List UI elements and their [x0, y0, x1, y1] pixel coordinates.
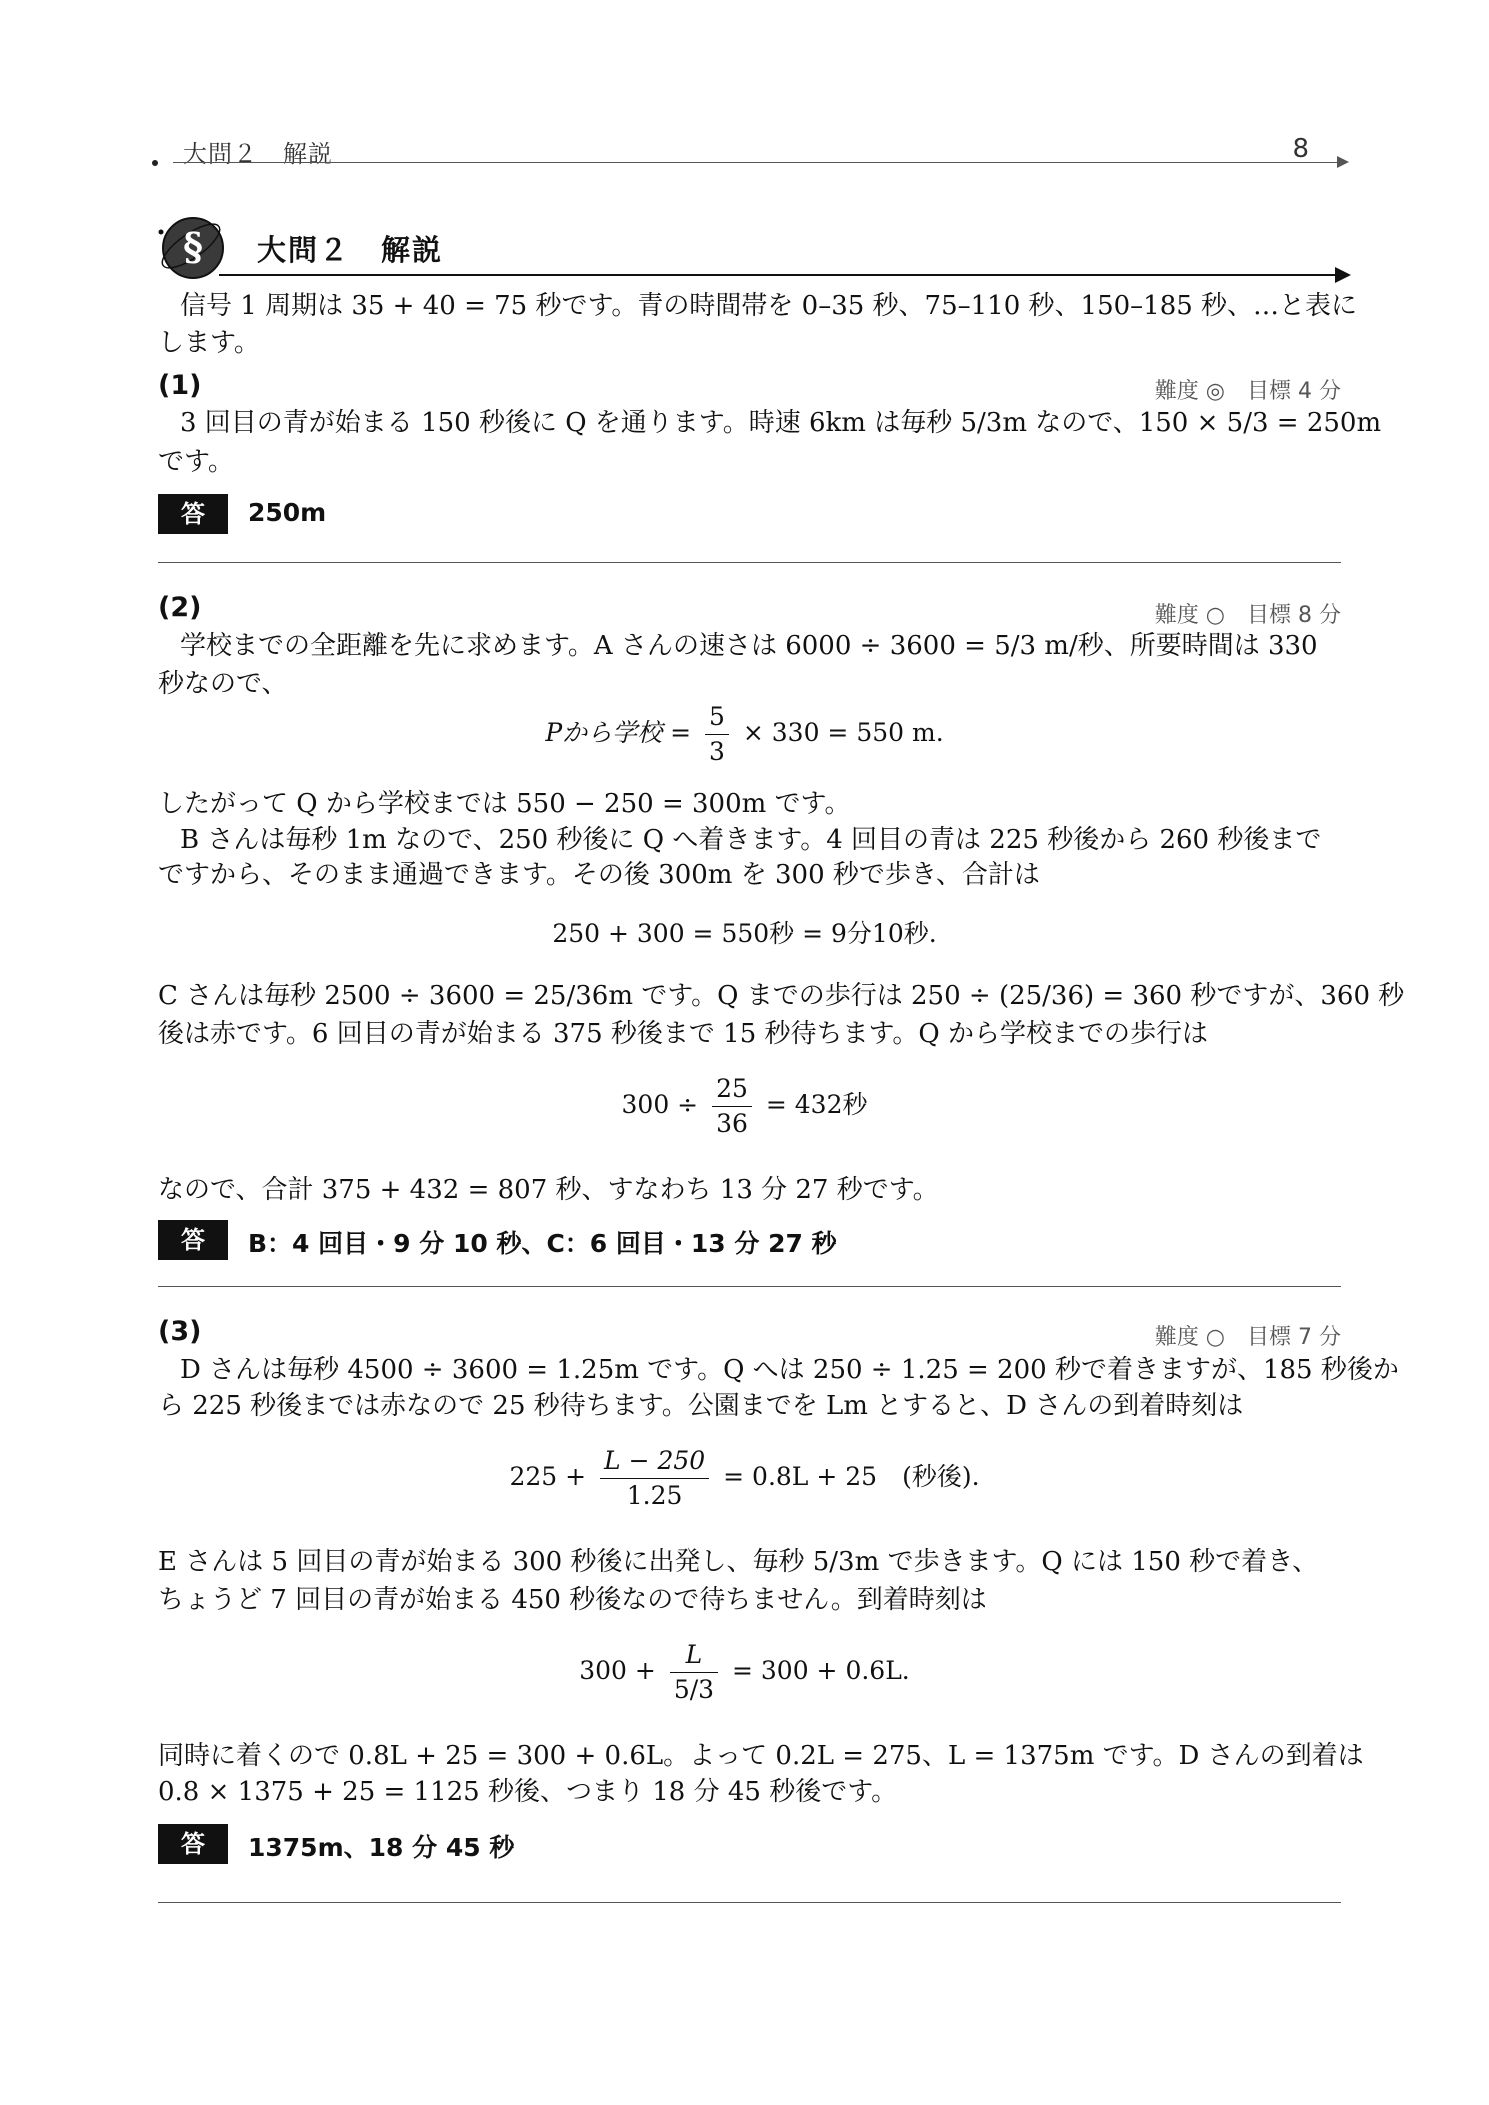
eq-lhs: 225 +: [509, 1462, 587, 1491]
section-rule: [219, 274, 1341, 276]
q2-line-7: 後は赤です。6 回目の青が始まる 375 秒後まで 15 秒待ちます。Q から学校までの歩行は: [158, 1019, 1208, 1049]
q2-difficulty: 難度 ○ 目標 8 分: [1154, 603, 1341, 628]
q2-line-2: 秒なので、: [158, 669, 288, 699]
intro-line-2: します。: [158, 328, 260, 358]
header-title: 大問２ 解説: [183, 140, 333, 168]
q3-line-2: ら 225 秒後までは赤なので 25 秒待ちます。公園までを Lm とすると、D さんの到着時刻は: [158, 1391, 1244, 1421]
section-logo-icon: [155, 210, 227, 282]
q2-line-6: C さんは毎秒 2500 ÷ 3600 = 25/36m です。Q までの歩行は 250 ÷ (25/36) = 360 秒ですが、360 秒: [158, 981, 1405, 1011]
eq-rhs: = 300 + 0.6L.: [732, 1656, 910, 1685]
eq-numerator: L − 250: [600, 1444, 709, 1479]
q3-line-4: ちょうど 7 回目の青が始まる 450 秒後なので待ちません。到着時刻は: [158, 1585, 987, 1615]
eq-rhs: × 330 = 550 m.: [742, 718, 944, 747]
svg-text:§: §: [183, 224, 203, 269]
eq-denominator: 3: [709, 737, 725, 766]
q2-label: (2): [158, 592, 202, 623]
header-arrow: [1337, 156, 1349, 168]
answer-badge: 答: [158, 1824, 228, 1864]
eq-lhs: Pから学校 =: [545, 718, 692, 747]
q3-label: (3): [158, 1316, 202, 1347]
eq-fraction: [705, 700, 729, 769]
running-header: [155, 134, 1341, 168]
header-rule: [173, 162, 1341, 163]
q3-equation-2: [0, 1638, 1489, 1707]
q3-line-5: 同時に着くので 0.8L + 25 = 300 + 0.6L。よって 0.2L = 275、L = 1375m です。D さんの到着は: [158, 1741, 1364, 1771]
eq-numerator: 25: [712, 1072, 752, 1107]
section-title: 大問２ 解説: [257, 233, 444, 267]
q1-line-1: 3 回目の青が始まる 150 秒後に Q を通ります。時速 6km は毎秒 5/3m なので、150 × 5/3 = 250m: [180, 408, 1382, 438]
eq-denominator: 36: [716, 1109, 748, 1138]
q2-line-1: 学校までの全距離を先に求めます。A さんの速さは 6000 ÷ 3600 = 5/3 m/秒、所要時間は 330: [180, 631, 1318, 661]
q3-line-6: 0.8 × 1375 + 25 = 1125 秒後、つまり 18 分 45 秒後です。: [158, 1777, 898, 1807]
answer-text: 250m: [248, 498, 327, 527]
eq-rhs: = 0.8L + 25 (秒後).: [723, 1462, 980, 1491]
q1-difficulty: 難度 ◎ 目標 4 分: [1154, 379, 1341, 404]
answer-text: B：4 回目・9 分 10 秒、C：6 回目・13 分 27 秒: [248, 1229, 837, 1258]
q3-line-1: D さんは毎秒 4500 ÷ 3600 = 1.25m です。Q へは 250 ÷ 1.25 = 200 秒で着きますが、185 秒後か: [180, 1355, 1399, 1385]
q2-line-5: ですから、そのまま通過できます。その後 300m を 300 秒で歩き、合計は: [158, 860, 1040, 890]
eq-rhs: = 432秒: [765, 1090, 868, 1119]
header-dot: [152, 160, 158, 166]
q3-line-3: E さんは 5 回目の青が始まる 300 秒後に出発し、毎秒 5/3m で歩きます。Q には 150 秒で着き、: [158, 1547, 1319, 1577]
eq-lhs: 300 ÷: [621, 1090, 699, 1119]
q2-equation-1: [0, 700, 1489, 769]
page-number: 8: [1292, 134, 1309, 164]
answer-badge: 答: [158, 494, 228, 534]
q1-label: (1): [158, 370, 202, 401]
q2-line-8: なので、合計 375 + 432 = 807 秒、すなわち 13 分 27 秒です。: [158, 1175, 939, 1205]
q3-equation-1: [0, 1444, 1489, 1513]
divider: [158, 562, 1341, 563]
answer-badge: 答: [158, 1220, 228, 1260]
q2-line-3: したがって Q から学校までは 550 − 250 = 300m です。: [158, 789, 851, 819]
divider: [158, 1286, 1341, 1287]
q2-equation-3: [0, 1072, 1489, 1141]
answer-text: 1375m、18 分 45 秒: [248, 1833, 515, 1862]
divider: [158, 1902, 1341, 1903]
q1-line-2: です。: [158, 447, 234, 477]
eq-denominator: 5/3: [673, 1675, 715, 1704]
eq-numerator: 5: [705, 700, 729, 735]
q2-line-4: B さんは毎秒 1m なので、250 秒後に Q へ着きます。4 回目の青は 225 秒後から 260 秒後まで: [180, 825, 1322, 855]
eq-denominator: 1.25: [626, 1481, 683, 1510]
section-arrow: [1335, 267, 1351, 283]
intro-line-1: 信号 1 周期は 35 + 40 = 75 秒です。青の時間帯を 0–35 秒、75–110 秒、150–185 秒、…と表に: [180, 291, 1358, 321]
q3-difficulty: 難度 ○ 目標 7 分: [1154, 1325, 1341, 1350]
section-heading: [155, 210, 1341, 282]
eq-fraction: [600, 1444, 709, 1513]
eq-fraction: [670, 1638, 718, 1707]
eq-lhs: 300 +: [579, 1656, 656, 1685]
q2-equation-2: 250 + 300 = 550秒 = 9分10秒.: [552, 919, 937, 948]
eq-fraction: [712, 1072, 752, 1141]
eq-numerator: L: [670, 1638, 718, 1673]
